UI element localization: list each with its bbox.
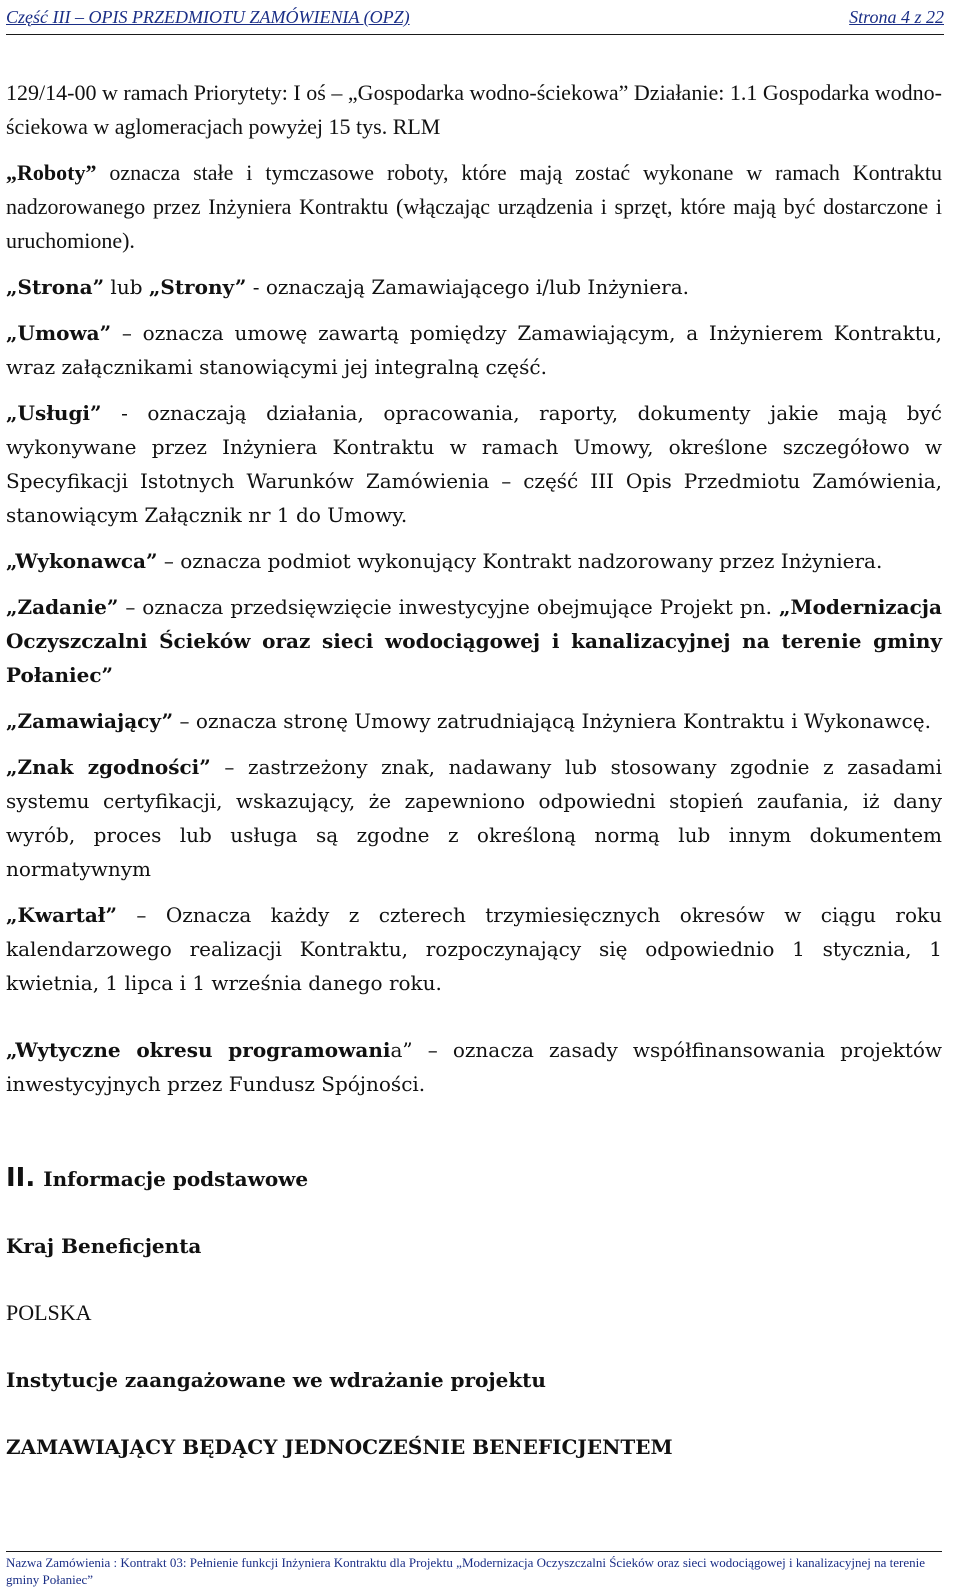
document-body — [6, 76, 942, 1464]
definition-text: – oznacza stronę Umowy zatrudniającą Inżyniera Kontraktu i Wykonawcę. — [173, 709, 931, 733]
project-name: „Modernizacja Oczyszczalni Ścieków oraz sieci wodociągowej i kanalizacyjnej na terenie gminy Połaniec” — [6, 595, 942, 687]
term-roboty: „Roboty” — [6, 160, 97, 185]
definition-text: – zastrzeżony znak, nadawany lub stosowany zgodnie z zasadami systemu certyfikacji, wskazujący, że zapewniono odpowiedni stopień zaufania, iż dany wyrób, proces lub usługa są zgodne z określoną normą lub innym dokumentem normatywnym — [6, 755, 943, 881]
header-title: Część III – OPIS PRZEDMIOTU ZAMÓWIENIA (OPZ) — [6, 7, 410, 27]
definition-text: – oznacza zasady współfinansowania projektów inwestycyjnych przez Fundusz Spójności. — [6, 1038, 943, 1096]
header-page-number: Strona 4 z 22 — [849, 7, 944, 27]
definition-text: - oznaczają Zamawiającego i/lub Inżyniera. — [246, 275, 689, 299]
definition-wykonawca — [6, 544, 942, 578]
definition-text: – oznacza podmiot wykonujący Kontrakt nadzorowany przez Inżyniera. — [157, 549, 883, 573]
section-heading — [6, 1161, 942, 1196]
term-zamawiajacy: „Zamawiający” — [6, 709, 174, 733]
definition-text: – Oznacza każdy z czterech trzymiesięcznych okresów w ciągu roku kalendarzowego realizacji Kontraktu, rozpoczynający się odpowiednio 1 stycznia, 1 kwietnia, 1 lipca i 1 września danego roku. — [6, 903, 942, 995]
definition-text: lub — [104, 275, 149, 299]
definition-text: oznacza stałe i tymczasowe roboty, które mają zostać wykonane w ramach Kontraktu nadzorowanego przez Inżyniera Kontraktu (włączając urządzenia i sprzęt, które mają być dostarczone i uruchomione). — [6, 160, 942, 253]
term-znak-zgodnosci: „Znak zgodności” — [6, 755, 211, 779]
definition-kwartal — [6, 898, 942, 1000]
definition-text: – oznacza umowę zawartą pomiędzy Zamawiającym, a Inżynierem Kontraktu, wraz załącznikami stanowiącymi jej integralną część. — [6, 321, 942, 379]
paragraph-priority: 129/14-00 w ramach Priorytety: I oś – „Gospodarka wodno-ściekowa” Działanie: 1.1 Gospodarka wodno-ściekowa w aglomeracjach powyżej 15 tys. RLM — [6, 80, 942, 139]
term-wykonawca: „Wykonawca” — [6, 549, 158, 573]
definition-strona — [6, 270, 942, 304]
term-zadanie: „Zadanie” — [6, 595, 119, 619]
kraj-beneficjenta-label: Kraj Beneficjenta — [6, 1234, 202, 1258]
page-footer: Nazwa Zamówienia : Kontrakt 03: Pełnienie funkcji Inżyniera Kontraktu dla Projektu „Modernizacja Oczyszczalni Ścieków oraz sieci wodociągowej i kanalizacyjnej na terenie gminy Połaniec” — [6, 1551, 942, 1588]
page-header — [6, 6, 944, 35]
term-kwartal: „Kwartał” — [6, 903, 117, 927]
term-uslugi: „Usługi” — [6, 401, 102, 425]
definition-zamawiajacy — [6, 704, 942, 738]
section-number: II. — [6, 1163, 36, 1193]
definition-uslugi — [6, 396, 942, 532]
term-umowa: „Umowa” — [6, 321, 112, 345]
zamawiajacy-beneficjent-label: ZAMAWIAJĄCY BĘDĄCY JEDNOCZEŚNIE BENEFICJENTEM — [6, 1435, 673, 1459]
definition-wytyczne — [6, 1033, 942, 1101]
definition-text: - oznaczają działania, opracowania, raporty, dokumenty jakie mają być wykonywane przez Inżyniera Kontraktu w ramach Umowy, określone szczegółowo w Specyfikacji Istotnych Warunków Zamówienia – część III Opis Przedmiotu Zamówienia, stanowiącym Załącznik nr 1 do Umowy. — [6, 401, 942, 527]
definition-zadanie — [6, 590, 942, 692]
term-wytyczne-tail: a” — [390, 1038, 413, 1062]
definition-umowa — [6, 316, 942, 384]
kraj-beneficjenta-value: POLSKA — [6, 1300, 92, 1325]
definition-text: – oznacza przedsięwzięcie inwestycyjne obejmujące Projekt pn. — [118, 595, 779, 619]
definition-roboty — [6, 156, 942, 258]
term-strony: „Strony” — [148, 275, 247, 299]
section-title: Informacje podstawowe — [43, 1167, 309, 1191]
term-wytyczne: „Wytyczne okresu programowani — [6, 1038, 391, 1062]
term-strona: „Strona” — [6, 275, 105, 299]
definition-znak-zgodnosci — [6, 750, 942, 886]
instytucje-label: Instytucje zaangażowane we wdrażanie projektu — [6, 1368, 546, 1392]
